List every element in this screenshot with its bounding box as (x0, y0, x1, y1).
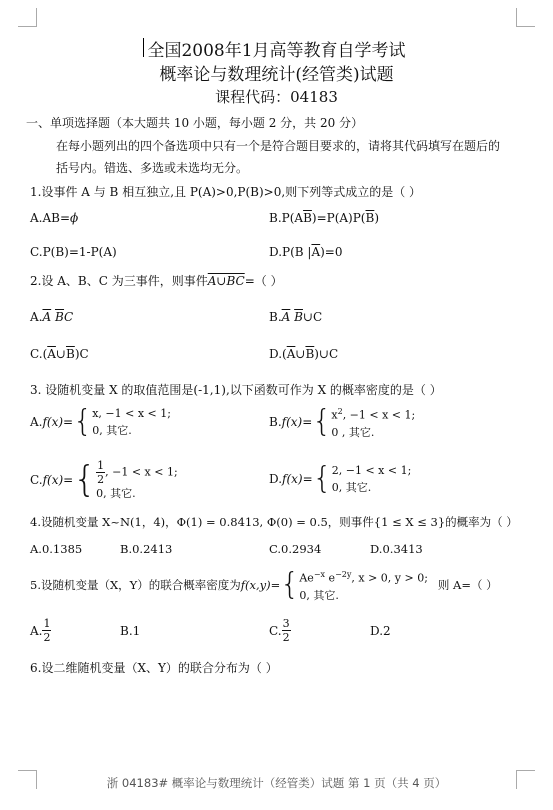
q2-option-d: $D.(\overline{A}\cup\overline{B})\cup C$ (269, 347, 339, 361)
question-1-stem: 1.设事件 A 与 B 相互独立,且 P(A)>0,P(B)>0,则下列等式成立的是（ ） (30, 185, 422, 199)
section-heading: 一、单项选择题（本大题共 10 小题，每小题 2 分，共 20 分） (26, 116, 364, 130)
corner-mark-top-right (516, 8, 535, 27)
q5-option-a: A. $\frac{1}{2}$ (30, 617, 51, 644)
brace-icon: { (73, 404, 93, 439)
brace-icon: { (280, 567, 300, 602)
question-4-stem: 4.设随机变量 X~N(1，4)，Φ(1) = 0.8413, Φ(0) = 0.5，则事件{1 ≤ X ≤ 3}的概率为（ ） (30, 515, 518, 529)
q3-option-a: A. f(x)= { x, −1 < x < 1; 0, 其它. (30, 404, 171, 439)
q1-option-b: $B.P(A\overline{B})=P(A)P(\overline{B})$ (269, 211, 380, 225)
q5-option-b: B.1 (120, 624, 141, 638)
course-code: 课程代码：04183 (215, 88, 338, 106)
exam-subject: 概率论与数理统计(经管类)试题 (159, 65, 394, 85)
question-3-stem: 3. 设随机变量 X 的取值范围是(-1,1),以下函数可作为 X 的概率密度的是（ ） (30, 383, 442, 397)
q5-option-d: D.2 (370, 624, 391, 638)
q1-option-c: C.P(B)=1-P(A) (30, 245, 117, 259)
q4-option-a: A.0.1385 (30, 542, 83, 556)
q4-option-c: C.0.2934 (269, 542, 322, 556)
brace-icon: { (73, 459, 97, 500)
q1-option-d: D.P(B $|\overline{A})=0$ (269, 245, 343, 259)
q3-option-d: D. f(x)= { 2, −1 < x < 1; 0, 其它. (269, 461, 412, 496)
instruction-line-1: 在每小题列出的四个备选项中只有一个是符合题目要求的，请将其代码填写在题后的 (56, 139, 501, 153)
q3-option-b: B. f(x)= { $x^2$, −1 < x < 1; 0 , 其它. (269, 404, 416, 439)
question-6-stem: 6.设二维随机变量（X、Y）的联合分布为（ ） (30, 661, 278, 675)
question-2-stem: 2.设 A、B、C 为三事件，则事件A∪BC=（ ） (30, 274, 283, 288)
fraction: $\frac{3}{2}$ (282, 617, 290, 644)
page-footer: 浙 04183# 概率论与数理统计（经管类）试题 第 1 页（共 4 页） (106, 776, 447, 790)
q2-option-c: $C.(\overline{A}\cup\overline{B})C$ (30, 347, 89, 361)
exam-title: 全国2008年1月高等教育自学考试 (147, 41, 406, 61)
q2-option-b: $B.\overline{A}$ $\overline{B}\cup C$ (269, 310, 323, 324)
corner-mark-top-left (18, 8, 37, 27)
fraction: $\frac{1}{2}$ (97, 459, 105, 486)
q4-option-d: D.0.3413 (370, 542, 423, 556)
instruction-line-2: 括号内。错选、多选或未选均无分。 (56, 161, 249, 175)
q5-option-c: C. $\frac{3}{2}$ (269, 617, 290, 644)
q4-option-b: B.0.2413 (120, 542, 173, 556)
brace-icon: { (312, 404, 332, 439)
brace-icon: { (312, 461, 332, 496)
q1-option-a: A.AB=ϕ (30, 211, 79, 225)
q3-option-c: C. f(x)= { $\frac{1}{2}$ , −1 < x < 1; 0, 其它. (30, 459, 178, 500)
fraction: $\frac{1}{2}$ (43, 617, 51, 644)
question-5-stem: 5.设随机变量（X，Y）的联合概率密度为 f(x,y)= { $Ae^{-x}$ $e^{-2y}$, x > 0, y > 0; 0, 其它. 则 A=（ ） (30, 567, 498, 602)
q2-option-a: $A.\overline{A}$ $\overline{B}C$ (30, 310, 74, 324)
